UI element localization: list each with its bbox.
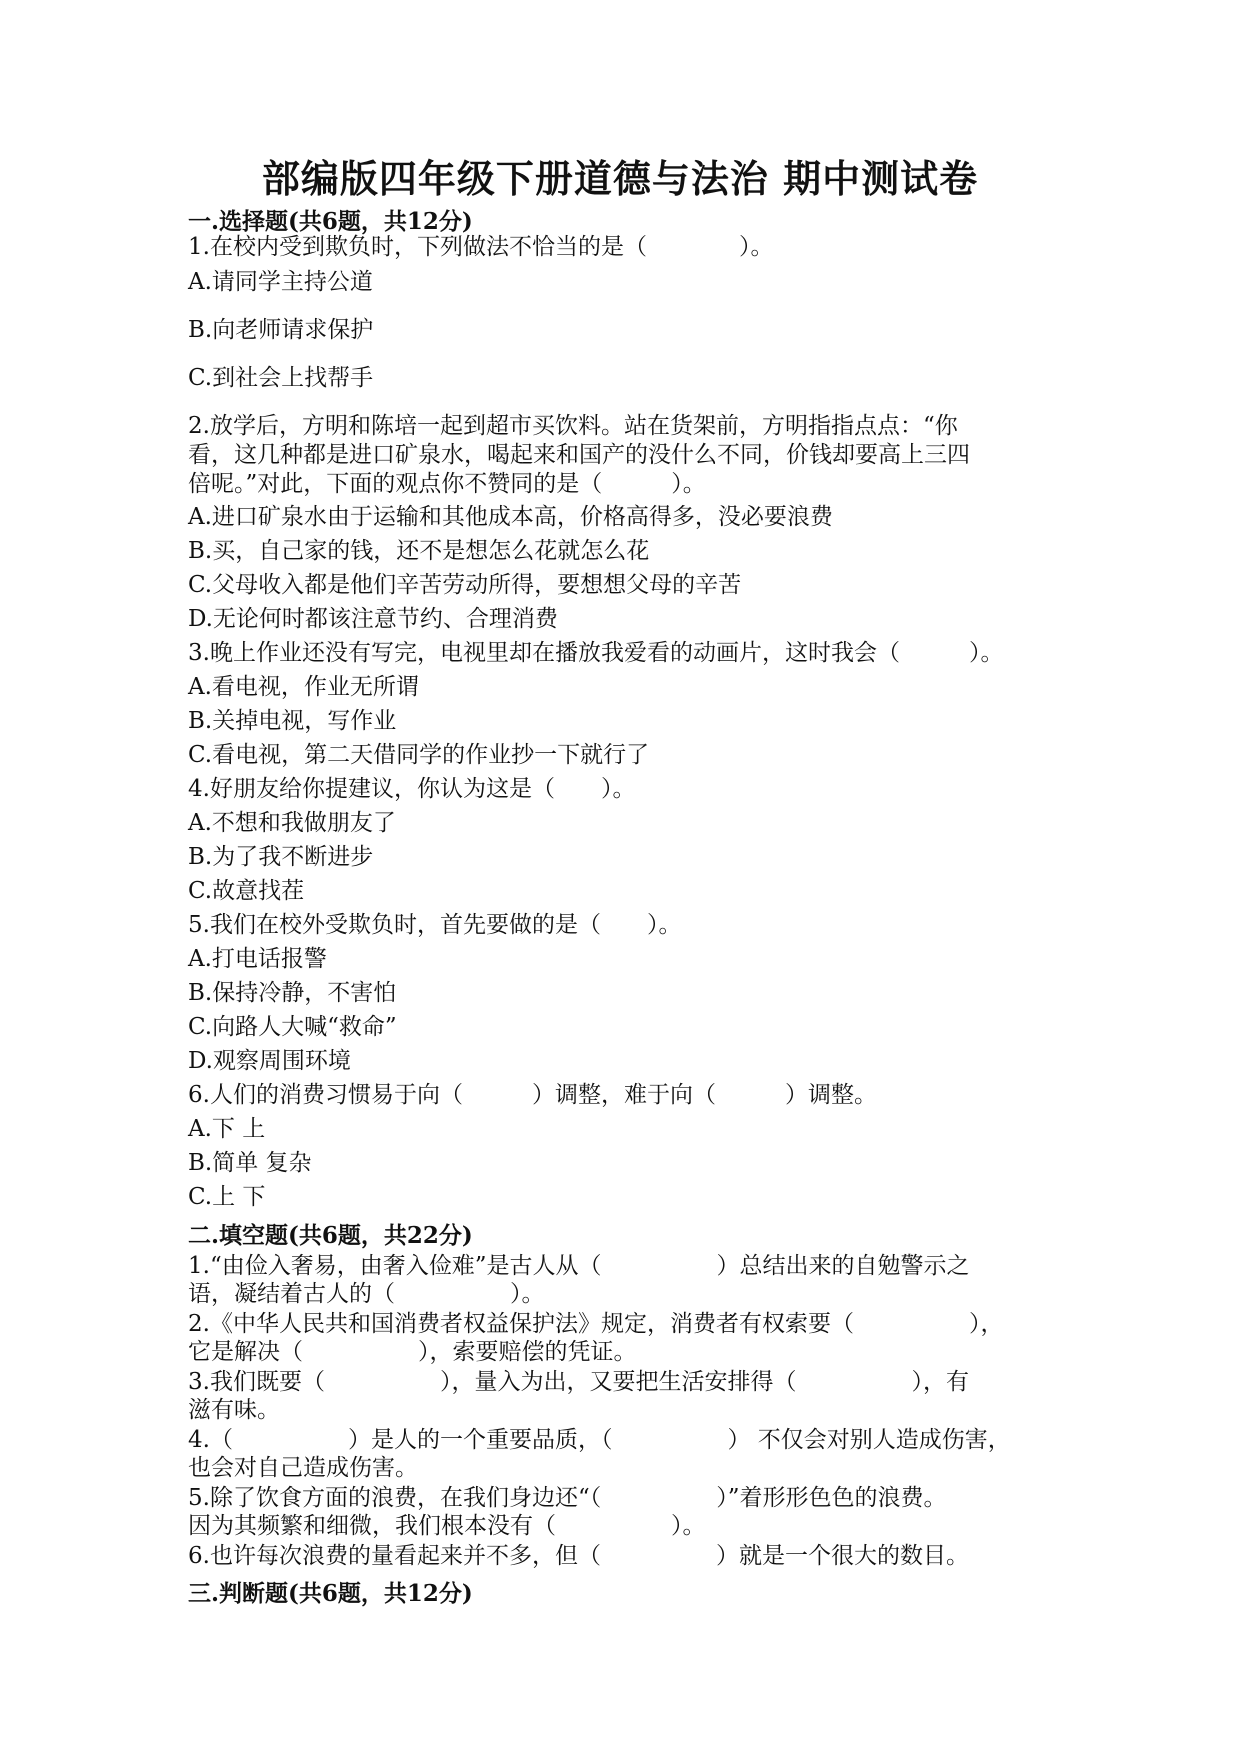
fill-4-line1: 4.（ ）是人的一个重要品质，（ ） 不仅会对别人造成伤害，: [188, 1427, 1011, 1453]
question-5-option-b: B.保持冷静，不害怕: [188, 980, 397, 1006]
section-heading-choice: 一.选择题(共6题，共12分): [188, 208, 473, 235]
question-5-option-c: C.向路人大喊“救命”: [188, 1014, 397, 1040]
question-2-stem-line2: 看，这几种都是进口矿泉水，喝起来和国产的没什么不同，价钱却要高上三四: [188, 442, 970, 468]
fill-1-line2: 语，凝结着古人的（ ）。: [188, 1281, 545, 1307]
fill-5-line1: 5.除了饮食方面的浪费，在我们身边还“（ ）”着形形色色的浪费。: [188, 1485, 947, 1511]
question-2-stem-line1: 2.放学后，方明和陈培一起到超市买饮料。站在货架前，方明指指点点：“你: [188, 413, 958, 439]
question-6-stem: 6.人们的消费习惯易于向（ ）调整，难于向（ ）调整。: [188, 1082, 877, 1108]
fill-3-line2: 滋有味。: [188, 1397, 280, 1423]
question-1-option-c: C.到社会上找帮手: [188, 365, 374, 391]
question-5-option-a: A.打电话报警: [188, 946, 327, 972]
section-heading-fill: 二.填空题(共6题，共22分): [188, 1222, 473, 1249]
fill-2-line1: 2.《中华人民共和国消费者权益保护法》规定，消费者有权索要（ ），: [188, 1311, 1004, 1337]
question-2-option-b: B.买，自己家的钱，还不是想怎么花就怎么花: [188, 538, 650, 564]
fill-3-line1: 3.我们既要（ ），量入为出，又要把生活安排得（ ），有: [188, 1369, 969, 1395]
fill-5-line2: 因为其频繁和细微，我们根本没有（ ）。: [188, 1513, 706, 1539]
question-3-stem: 3.晚上作业还没有写完，电视里却在播放我爱看的动画片，这时我会（ ）。: [188, 640, 1004, 666]
page-title: 部编版四年级下册道德与法治 期中测试卷: [261, 156, 979, 201]
question-3-option-a: A.看电视，作业无所谓: [188, 674, 419, 700]
question-4-stem: 4.好朋友给你提建议，你认为这是（ ）。: [188, 776, 636, 802]
question-6-option-b: B.简单 复杂: [188, 1150, 312, 1176]
question-6-option-a: A.下 上: [188, 1116, 266, 1142]
question-1-stem: 1.在校内受到欺负时，下列做法不恰当的是（ ）。: [188, 234, 774, 260]
fill-4-line2: 也会对自己造成伤害。: [188, 1455, 418, 1481]
question-1-option-b: B.向老师请求保护: [188, 317, 374, 343]
question-4-option-b: B.为了我不断进步: [188, 844, 374, 870]
question-6-option-c: C.上 下: [188, 1184, 266, 1210]
question-2-stem-line3: 倍呢。”对此，下面的观点你不赞同的是（ ）。: [188, 471, 706, 497]
section-heading-judge: 三.判断题(共6题，共12分): [188, 1580, 473, 1607]
fill-1-line1: 1.“由俭入奢易，由奢入俭难”是古人从（ ）总结出来的自勉警示之: [188, 1253, 970, 1279]
fill-2-line2: 它是解决（ ），索要赔偿的凭证。: [188, 1339, 637, 1365]
question-5-option-d: D.观察周围环境: [188, 1048, 351, 1074]
question-4-option-c: C.故意找茬: [188, 878, 305, 904]
question-2-option-a: A.进口矿泉水由于运输和其他成本高，价格高得多，没必要浪费: [188, 504, 833, 530]
fill-6-line1: 6.也许每次浪费的量看起来并不多，但（ ）就是一个很大的数目。: [188, 1543, 969, 1569]
question-2-option-d: D.无论何时都该注意节约、合理消费: [188, 606, 558, 632]
question-1-option-a: A.请同学主持公道: [188, 269, 373, 295]
question-3-option-b: B.关掉电视，写作业: [188, 708, 397, 734]
question-5-stem: 5.我们在校外受欺负时，首先要做的是（ ）。: [188, 912, 682, 938]
question-4-option-a: A.不想和我做朋友了: [188, 810, 396, 836]
question-2-option-c: C.父母收入都是他们辛苦劳动所得，要想想父母的辛苦: [188, 572, 742, 598]
question-3-option-c: C.看电视，第二天借同学的作业抄一下就行了: [188, 742, 650, 768]
